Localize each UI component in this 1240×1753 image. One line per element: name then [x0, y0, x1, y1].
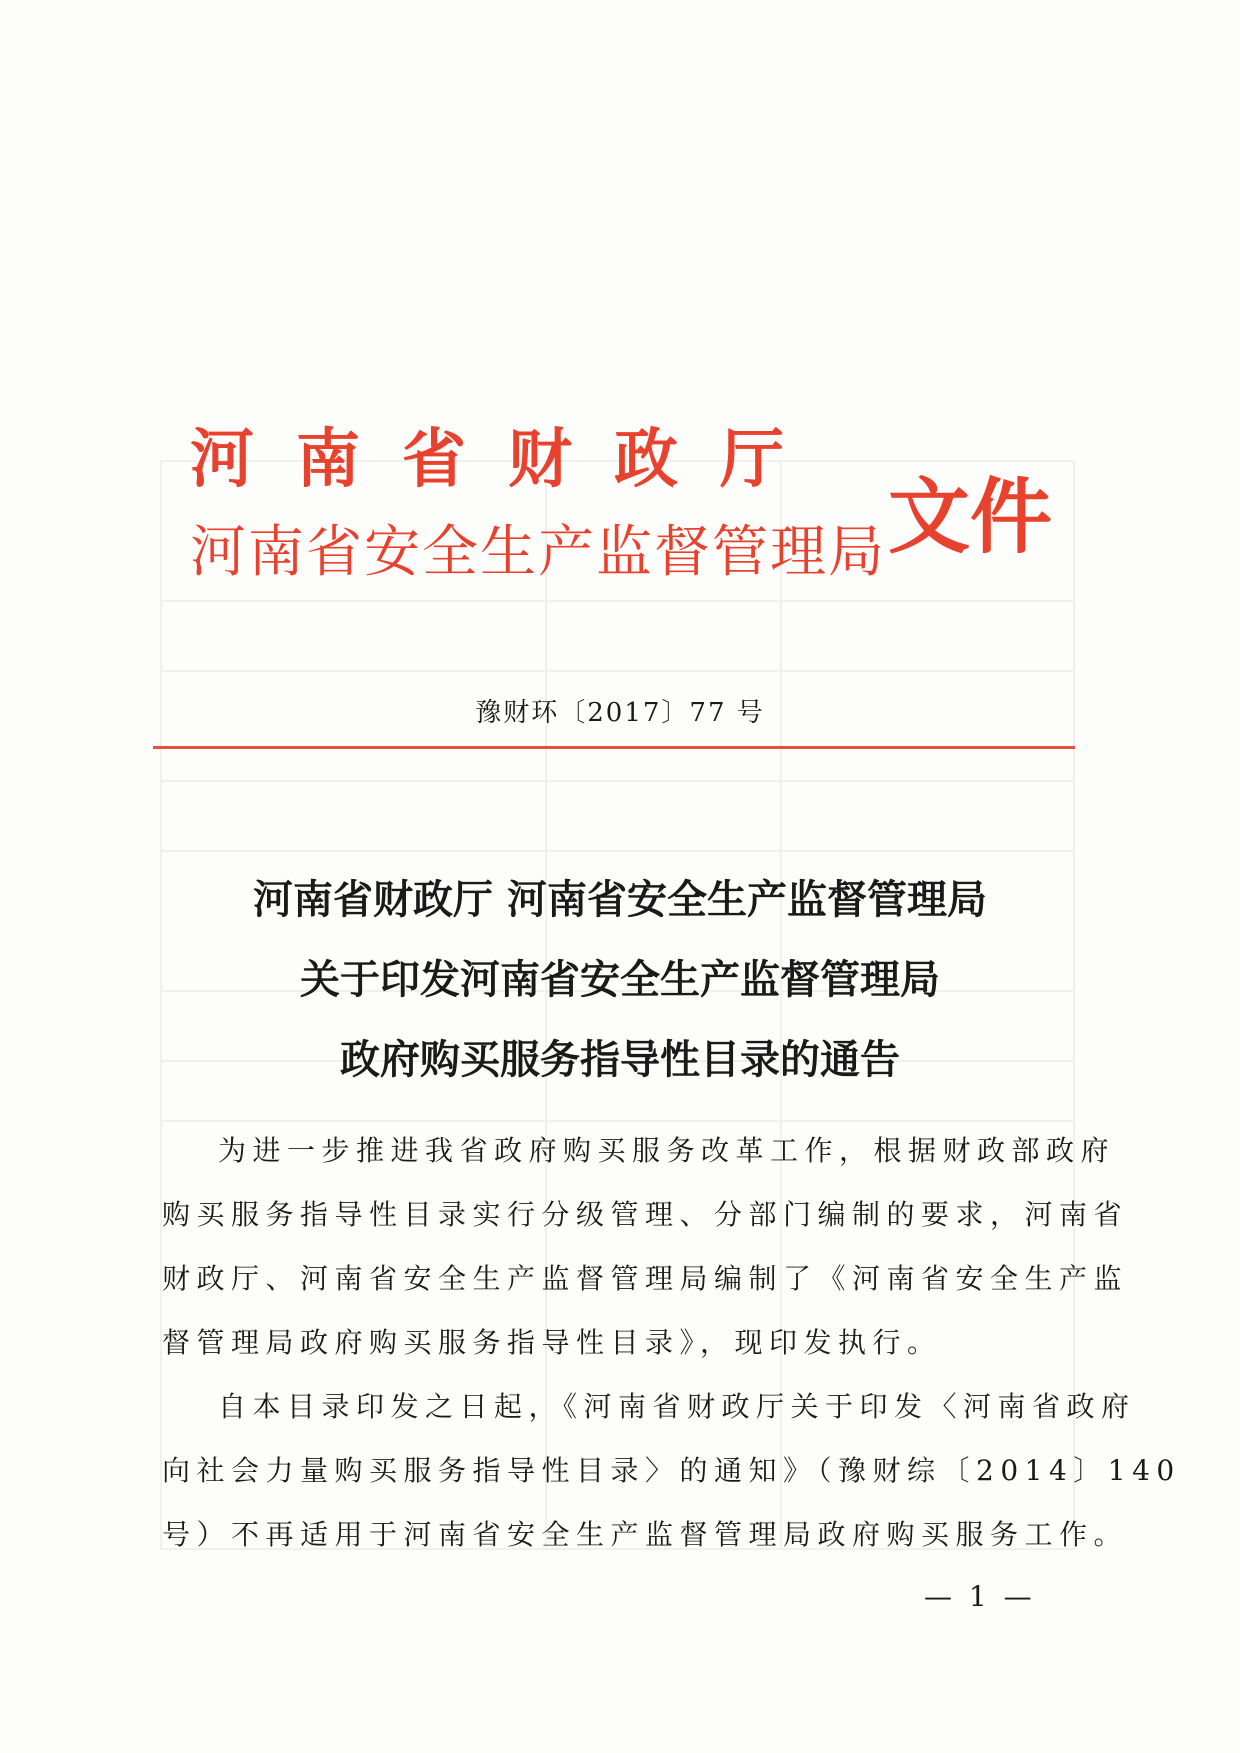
bleed-through-rule — [160, 1120, 1075, 1122]
document-title-line: 政府购买服务指导性目录的通告 — [340, 1037, 900, 1083]
issuer-finance-department: 河南省财政厅 — [190, 423, 826, 497]
bleed-through-rule — [160, 850, 1075, 852]
bleed-through-rule — [160, 600, 1075, 602]
body-text-line: 自本目录印发之日起，《河南省财政厅关于印发〈河南省政府 — [218, 1390, 1136, 1423]
document-title-line: 河南省财政厅 河南省安全生产监督管理局 — [253, 877, 987, 923]
bleed-through-rule — [160, 670, 1075, 672]
document-number: 豫财环〔2017〕77 号 — [475, 698, 765, 728]
issuer-safety-bureau: 河南省安全生产监督管理局 — [190, 520, 886, 585]
document-type-label: 文件 — [888, 470, 1053, 565]
body-text-line: 财政厅、河南省安全生产监督管理局编制了《河南省安全生产监 — [162, 1262, 1129, 1295]
bleed-through-rule — [160, 780, 1075, 782]
body-text-line: 购买服务指导性目录实行分级管理、分部门编制的要求，河南省 — [162, 1198, 1129, 1231]
page-number: — 1 — — [924, 1580, 1036, 1613]
body-text-line: 督管理局政府购买服务指导性目录》，现印发执行。 — [162, 1326, 942, 1359]
body-text-line: 向社会力量购买服务指导性目录〉的通知》（豫财综〔2014〕140 — [162, 1454, 1181, 1487]
document-title-line: 关于印发河南省安全生产监督管理局 — [300, 957, 940, 1003]
body-text-line: 为进一步推进我省政府购买服务改革工作，根据财政部政府 — [218, 1134, 1116, 1167]
red-divider-rule — [153, 746, 1075, 749]
body-text-line: 号）不再适用于河南省安全生产监督管理局政府购买服务工作。 — [162, 1518, 1129, 1551]
